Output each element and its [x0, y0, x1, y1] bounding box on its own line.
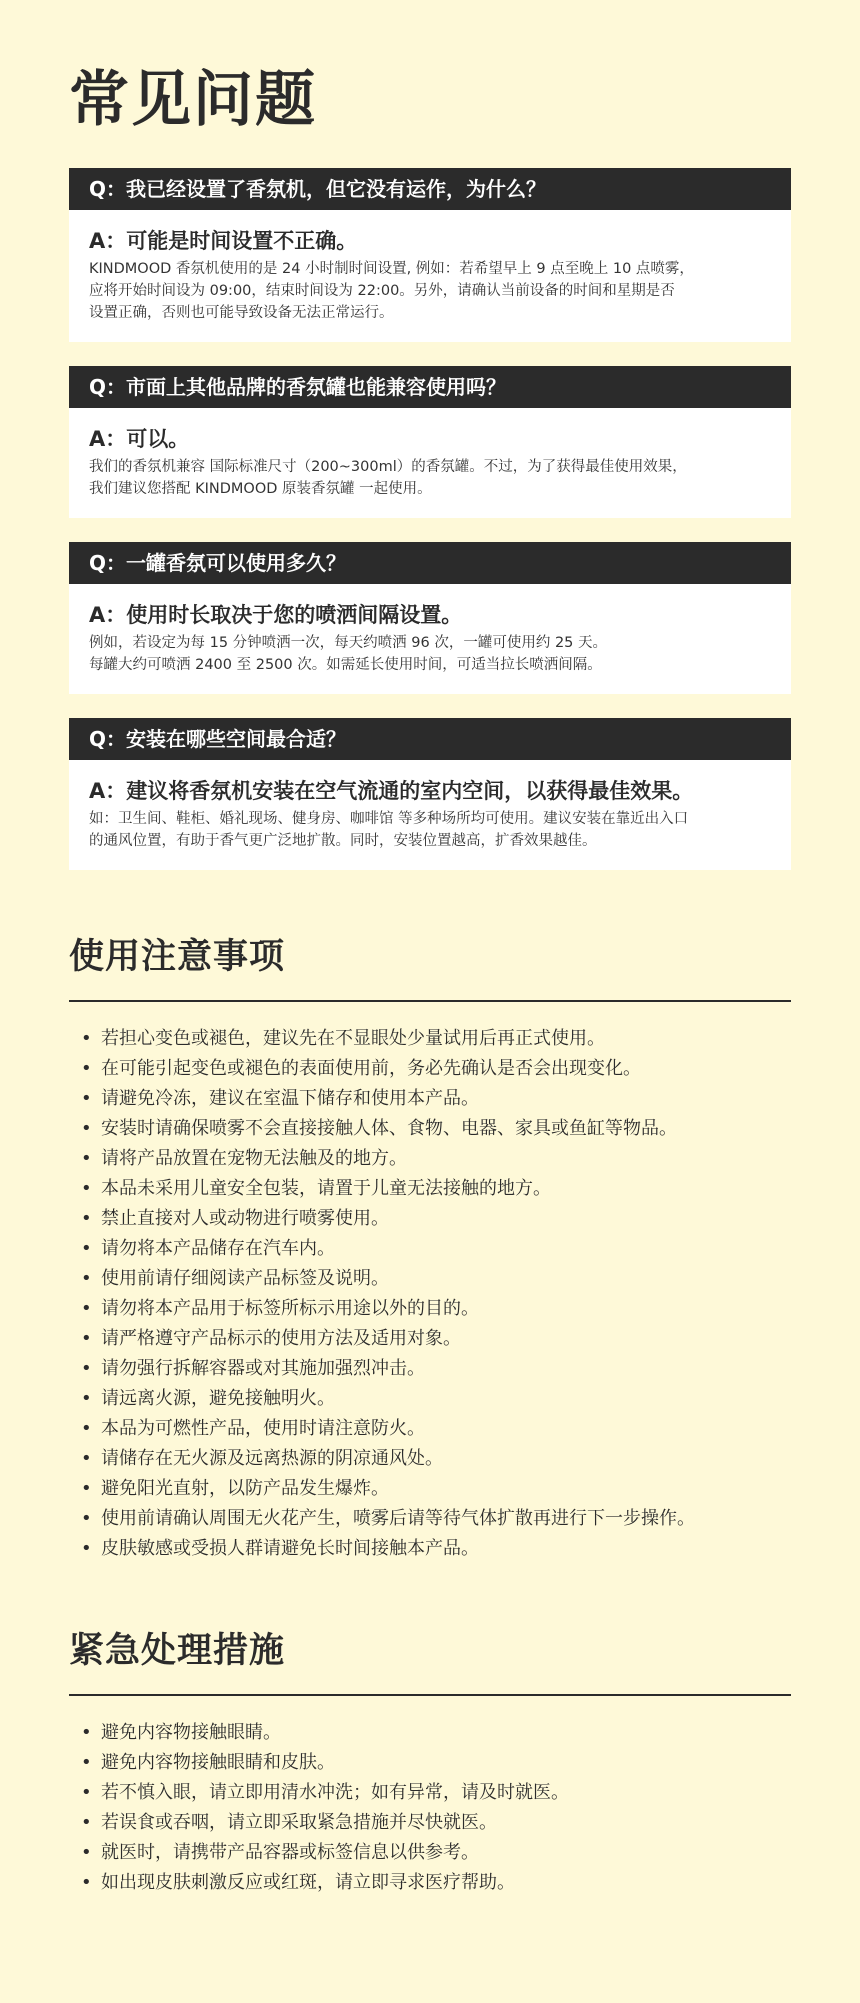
faq-answer-body: 如：卫生间、鞋柜、婚礼现场、健身房、咖啡馆 等多种场所均可使用。建议安装在靠近出入口 的通风位置，有助于香气更广泛地扩散。同时，安装位置越高，扩香效果越佳。 — [89, 811, 689, 849]
faq-item — [69, 542, 791, 694]
bullet-icon: • — [81, 1388, 92, 1409]
list-item — [69, 1414, 791, 1444]
faq-question: Q：一罐香氛可以使用多久？ — [69, 542, 791, 584]
list-item-text: 使用前请仔细阅读产品标签及说明。 — [101, 1268, 389, 1289]
list-item-text: 使用前请确认周围无火花产生，喷雾后请等待气体扩散再进行下一步操作。 — [101, 1508, 695, 1529]
bullet-icon: • — [81, 1538, 92, 1559]
faq-question: Q：市面上其他品牌的香氛罐也能兼容使用吗？ — [69, 366, 791, 408]
list-item — [69, 1024, 791, 1054]
faq-question: Q：我已经设置了香氛机，但它没有运作，为什么？ — [69, 168, 791, 210]
bullet-icon: • — [81, 1448, 92, 1469]
list-item-text: 若担心变色或褪色，建议先在不显眼处少量试用后再正式使用。 — [101, 1028, 605, 1049]
list-item-text: 若误食或吞咽，请立即采取紧急措施并尽快就医。 — [101, 1812, 497, 1833]
faq-answer — [69, 408, 791, 518]
bullet-icon: • — [81, 1842, 92, 1863]
bullet-icon: • — [81, 1872, 92, 1893]
list-item — [69, 1204, 791, 1234]
precautions-title: 使用注意事项 — [69, 932, 791, 1002]
list-item — [69, 1234, 791, 1264]
faq-answer-title: A：可能是时间设置不正确。 — [89, 229, 358, 253]
list-item — [69, 1838, 791, 1868]
list-item-text: 请勿强行拆解容器或对其施加强烈冲击。 — [101, 1358, 425, 1379]
faq-answer-title: A：使用时长取决于您的喷洒间隔设置。 — [89, 603, 463, 627]
faq-answer — [69, 760, 791, 870]
list-item-text: 安装时请确保喷雾不会直接接触人体、食物、电器、家具或鱼缸等物品。 — [101, 1118, 677, 1139]
precautions-section — [69, 932, 791, 1564]
faq-answer-body: 例如，若设定为每 15 分钟喷洒一次，每天约喷洒 96 次，一罐可使用约 25 天。 每罐大约可喷洒 2400 至 2500 次。如需延长使用时间，可适当拉长喷洒间隔。 — [89, 635, 608, 673]
faq-list — [69, 168, 791, 870]
faq-title: 常见问题 — [69, 65, 317, 135]
list-item — [69, 1384, 791, 1414]
emergency-title: 紧急处理措施 — [69, 1626, 791, 1696]
emergency-section — [69, 1626, 791, 1898]
list-item-text: 若不慎入眼，请立即用清水冲洗；如有异常，请及时就医。 — [101, 1782, 569, 1803]
bullet-icon: • — [81, 1358, 92, 1379]
list-item-text: 本品未采用儿童安全包装，请置于儿童无法接触的地方。 — [101, 1178, 551, 1199]
list-item — [69, 1808, 791, 1838]
list-item — [69, 1718, 791, 1748]
bullet-icon: • — [81, 1478, 92, 1499]
list-item — [69, 1114, 791, 1144]
list-item — [69, 1054, 791, 1084]
list-item — [69, 1294, 791, 1324]
list-item — [69, 1084, 791, 1114]
faq-question: Q：安装在哪些空间最合适？ — [69, 718, 791, 760]
list-item — [69, 1474, 791, 1504]
list-item — [69, 1748, 791, 1778]
list-item-text: 在可能引起变色或褪色的表面使用前，务必先确认是否会出现变化。 — [101, 1058, 641, 1079]
bullet-icon: • — [81, 1058, 92, 1079]
emergency-list — [69, 1696, 791, 1898]
list-item — [69, 1144, 791, 1174]
list-item-text: 本品为可燃性产品，使用时请注意防火。 — [101, 1418, 425, 1439]
bullet-icon: • — [81, 1118, 92, 1139]
faq-item — [69, 168, 791, 342]
bullet-icon: • — [81, 1418, 92, 1439]
list-item — [69, 1354, 791, 1384]
faq-answer — [69, 584, 791, 694]
list-item-text: 就医时，请携带产品容器或标签信息以供参考。 — [101, 1842, 479, 1863]
bullet-icon: • — [81, 1268, 92, 1289]
list-item — [69, 1534, 791, 1564]
bullet-icon: • — [81, 1178, 92, 1199]
list-item-text: 避免阳光直射，以防产品发生爆炸。 — [101, 1478, 389, 1499]
list-item-text: 请远离火源，避免接触明火。 — [101, 1388, 335, 1409]
bullet-icon: • — [81, 1238, 92, 1259]
list-item — [69, 1778, 791, 1808]
bullet-icon: • — [81, 1812, 92, 1833]
list-item — [69, 1444, 791, 1474]
bullet-icon: • — [81, 1148, 92, 1169]
bullet-icon: • — [81, 1088, 92, 1109]
bullet-icon: • — [81, 1028, 92, 1049]
bullet-icon: • — [81, 1208, 92, 1229]
list-item-text: 避免内容物接触眼睛。 — [101, 1722, 281, 1743]
faq-answer-body: 我们的香氛机兼容 国际标准尺寸（200~300ml）的香氛罐。不过，为了获得最佳使用效果， 我们建议您搭配 KINDMOOD 原装香氛罐 一起使用。 — [89, 459, 687, 497]
faq-item — [69, 366, 791, 518]
list-item-text: 如出现皮肤刺激反应或红斑，请立即寻求医疗帮助。 — [101, 1872, 515, 1893]
list-item — [69, 1868, 791, 1898]
list-item-text: 请储存在无火源及远离热源的阴凉通风处。 — [101, 1448, 443, 1469]
faq-item — [69, 718, 791, 870]
faq-answer — [69, 210, 791, 342]
list-item-text: 避免内容物接触眼睛和皮肤。 — [101, 1752, 335, 1773]
list-item-text: 请勿将本产品用于标签所标示用途以外的目的。 — [101, 1298, 479, 1319]
bullet-icon: • — [81, 1722, 92, 1743]
list-item-text: 请勿将本产品储存在汽车内。 — [101, 1238, 335, 1259]
list-item — [69, 1174, 791, 1204]
list-item-text: 皮肤敏感或受损人群请避免长时间接触本产品。 — [101, 1538, 479, 1559]
bullet-icon: • — [81, 1752, 92, 1773]
list-item — [69, 1324, 791, 1354]
list-item-text: 请避免冷冻，建议在室温下储存和使用本产品。 — [101, 1088, 479, 1109]
faq-answer-body: KINDMOOD 香氛机使用的是 24 小时制时间设置, 例如：若希望早上 9 点至晚上 10 点喷雾， 应将开始时间设为 09:00，结束时间设为 22:00。另外，请确认当前设备的时间和星期是否 设置正确，否则也可能导致设备无法正常运行。 — [89, 261, 694, 321]
faq-answer-title: A：可以。 — [89, 427, 190, 451]
list-item-text: 请严格遵守产品标示的使用方法及适用对象。 — [101, 1328, 461, 1349]
bullet-icon: • — [81, 1508, 92, 1529]
precautions-list — [69, 1002, 791, 1564]
list-item-text: 请将产品放置在宠物无法触及的地方。 — [101, 1148, 407, 1169]
bullet-icon: • — [81, 1328, 92, 1349]
bullet-icon: • — [81, 1298, 92, 1319]
list-item — [69, 1264, 791, 1294]
list-item — [69, 1504, 791, 1534]
list-item-text: 禁止直接对人或动物进行喷雾使用。 — [101, 1208, 389, 1229]
bullet-icon: • — [81, 1782, 92, 1803]
faq-answer-title: A：建议将香氛机安装在空气流通的室内空间，以获得最佳效果。 — [89, 779, 694, 803]
